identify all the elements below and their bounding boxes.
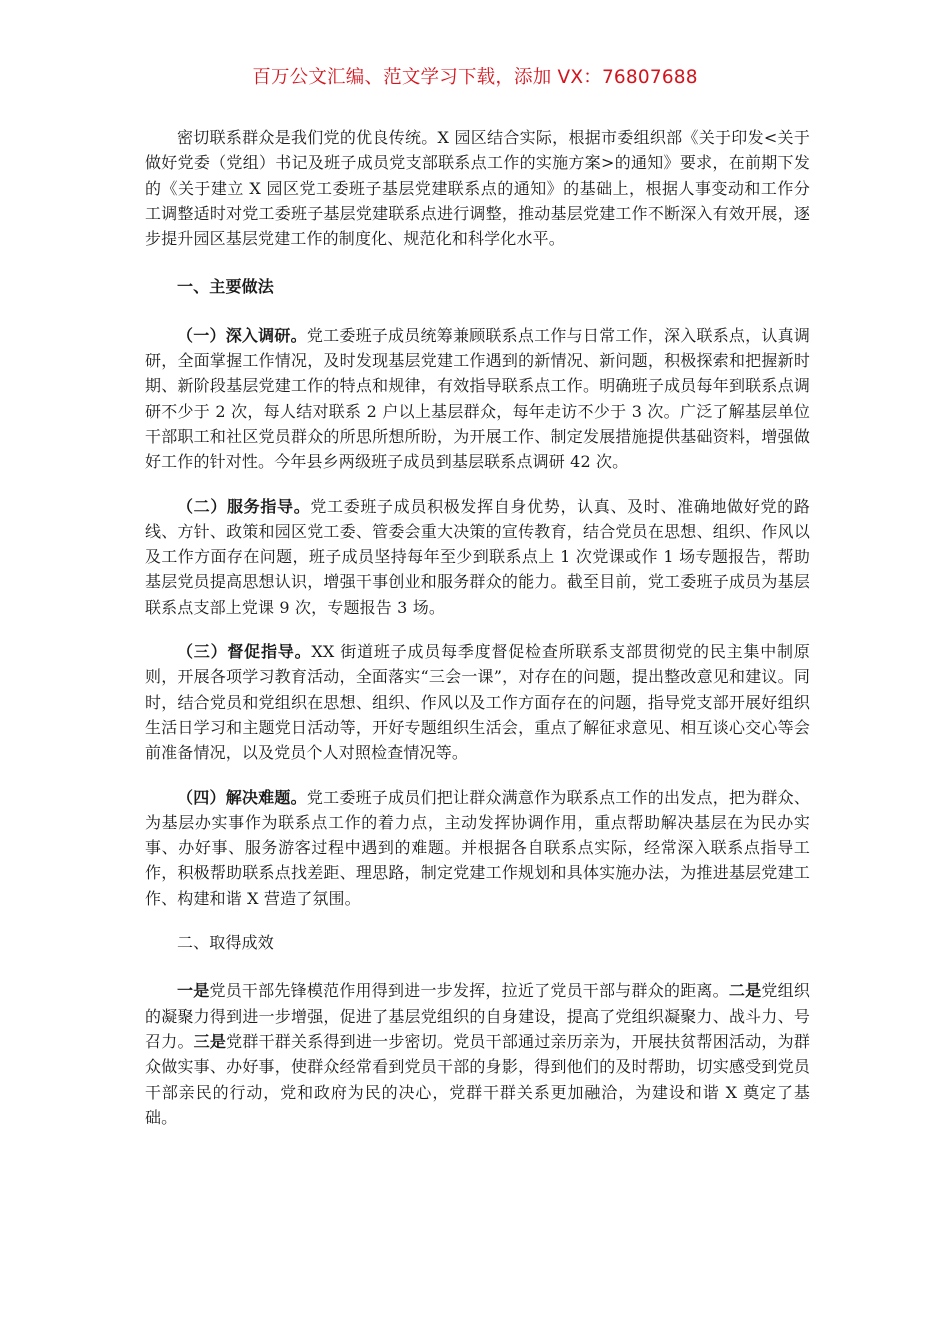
item-3-lead: （三）督促指导。	[177, 642, 312, 662]
section-1-item-1	[145, 323, 810, 475]
result-2-text: 党组织的凝聚力得到进一步增强，促进了基层党组织的自身建设，提高了党组织凝聚力、战斗力、号召力。	[145, 981, 810, 1051]
item-1-text: 党工委班子成员统筹兼顾联系点工作与日常工作，深入联系点，认真调研，全面掌握工作情况，及时发现基层党建工作遇到的新情况、新问题，积极探索和把握新时期、新阶段基层党建工作的特点和规律，有效指导联系点工作。明确班子成员每年到联系点调研不少于 2 次，每人结对联系 2 户以上基层群众，每年走访不少于 3 次。广泛了解基层单位干部职工和社区党员群众的所思所想所盼，为开展工作、制定发展措施提供基础资料，增强做好工作的针对性。今年县乡两级班子成员到基层联系点调研 42 次。	[145, 325, 811, 472]
header-banner: 百万公文汇编、范文学习下载，添加 VX：76807688	[252, 67, 698, 88]
result-1-text: 党员干部先锋模范作用得到进一步发挥，拉近了党员干部与群众的距离。	[209, 981, 729, 1001]
result-1-ordinal: 一是	[177, 981, 210, 1001]
item-2-text: 党工委班子成员积极发挥自身优势，认真、及时、准确地做好党的路线、方针、政策和园区党工委、管委会重大决策的宣传教育，结合党员在思想、组织、作风以及工作方面存在问题，班子成员坚持每年至少到联系点上 1 次党课或作 1 场专题报告，帮助基层党员提高思想认识，增强干事创业和服务群众的能力。截至目前，党工委班子成员为基层联系点支部上党课 9 次，专题报告 3 场。	[145, 496, 810, 617]
result-2-ordinal: 二是	[728, 981, 762, 1001]
section-1-item-4	[145, 785, 810, 911]
item-2-lead: （二）服务指导。	[177, 496, 311, 516]
section-1-heading: 一、主要做法	[177, 277, 274, 297]
item-4-text: 党工委班子成员们把让群众满意作为联系点工作的出发点，把为群众、为基层办实事作为联系点工作的着力点，主动发挥协调作用，重点帮助解决基层在为民办实事、办好事、服务游客过程中遇到的难题。并根据各自联系点实际，经常深入联系点指导工作，积极帮助联系点找差距、理思路，制定党建工作规划和具体实施办法，为推进基层党建工作、构建和谐 X 营造了氛围。	[145, 787, 811, 908]
section-2-paragraph	[145, 978, 810, 1130]
section-1-item-2	[145, 494, 810, 620]
result-3-text: 党群干群关系得到进一步密切。党员干部通过亲历亲为，开展扶贫帮困活动，为群众做实事、办好事，使群众经常看到党员干部的身影，得到他们的及时帮助，切实感受到党员干部亲民的行动，党和政府为民的决心，党群干群关系更加融洽，为建设和谐 X 奠定了基础。	[145, 1031, 811, 1127]
section-2-heading: 二、取得成效	[177, 933, 274, 953]
intro-paragraph: 密切联系群众是我们党的优良传统。X 园区结合实际，根据市委组织部《关于印发<关于做好党委（党组）书记及班子成员党支部联系点工作的实施方案>的通知》要求，在前期下发的《关于建立 X 园区党工委班子基层党建联系点的通知》的基础上，根据人事变动和工作分工调整适时对党工委班子基层党建联系点进行调整，推动基层党建工作不断深入有效开展，逐步提升园区基层党建工作的制度化、规范化和科学化水平。	[145, 128, 810, 249]
document-body	[145, 125, 810, 1130]
item-3-text: XX 街道班子成员每季度督促检查所联系支部贯彻党的民主集中制原则，开展各项学习教育活动，全面落实“三会一课”，对存在的问题，提出整改意见和建议。同时，结合党员和党组织在思想、组织、作风以及工作方面存在的问题，指导党支部开展好组织生活日学习和主题党日活动等，开好专题组织生活会，重点了解征求意见、相互谈心交心等会前准备情况，以及党员个人对照检查情况等。	[145, 642, 810, 763]
section-1-item-3	[145, 639, 810, 765]
item-1-lead: （一）深入调研。	[177, 325, 307, 345]
item-4-lead: （四）解决难题。	[177, 787, 307, 807]
result-3-ordinal: 三是	[193, 1031, 227, 1051]
